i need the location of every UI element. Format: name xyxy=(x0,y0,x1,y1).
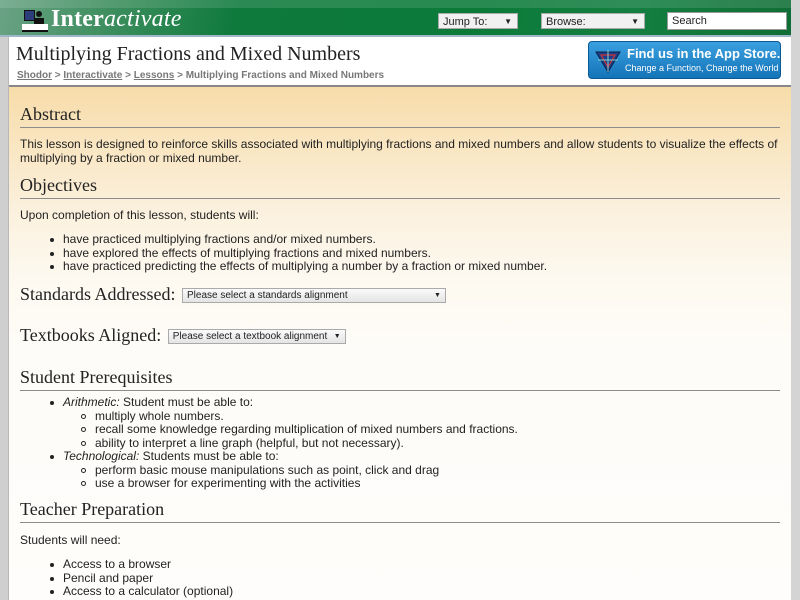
page-title: Multiplying Fractions and Mixed Numbers xyxy=(16,43,361,65)
sub-list-item: use a browser for experimenting with the activities xyxy=(20,477,518,491)
textbooks-row xyxy=(20,325,346,346)
search-input[interactable]: Search xyxy=(667,12,787,30)
prerequisites-heading: Student Prerequisites xyxy=(20,367,780,391)
logo-text: Interactivate xyxy=(51,6,182,32)
dropdown-arrow-icon: ▼ xyxy=(434,292,441,300)
list-item: Access to a browser xyxy=(20,558,233,572)
teacher-prep-heading: Teacher Preparation xyxy=(20,499,780,523)
textbooks-label: Textbooks Aligned: xyxy=(20,325,162,345)
prerequisites-list xyxy=(20,396,518,491)
sub-list-item: ability to interpret a line graph (helpful, but not necessary). xyxy=(20,437,518,451)
interactivate-logo[interactable] xyxy=(22,6,182,33)
dropdown-arrow-icon: ▼ xyxy=(504,17,512,26)
dropdown-arrow-icon: ▼ xyxy=(631,17,639,26)
objectives-intro: Upon completion of this lesson, students will: xyxy=(20,208,259,222)
breadcrumb: Shodor > Interactivate > Lessons > Multiplying Fractions and Mixed Numbers xyxy=(17,70,385,81)
breadcrumb-current: Multiplying Fractions and Mixed Numbers xyxy=(185,70,385,81)
sub-list-item: recall some knowledge regarding multiplication of mixed numbers and fractions. xyxy=(20,423,518,437)
sub-list-item: perform basic mouse manipulations such as point, click and drag xyxy=(20,464,518,478)
breadcrumb-lessons[interactable]: Lessons xyxy=(133,70,175,81)
standards-select[interactable]: Please select a standards alignment ▼ xyxy=(182,288,446,303)
abstract-heading: Abstract xyxy=(20,104,780,128)
shodor-emblem-icon xyxy=(595,48,621,74)
list-item: Access to a calculator (optional) xyxy=(20,585,233,599)
standards-row xyxy=(20,284,446,305)
breadcrumb-shodor[interactable]: Shodor xyxy=(17,70,52,81)
standards-label: Standards Addressed: xyxy=(20,284,176,304)
objectives-heading: Objectives xyxy=(20,175,780,199)
app-store-line1: Find us in the App Store. xyxy=(627,46,781,61)
reader-computer-icon xyxy=(22,9,48,31)
teacher-prep-intro: Students will need: xyxy=(20,533,121,547)
teacher-prep-list xyxy=(20,558,233,599)
objectives-list xyxy=(20,233,547,274)
lesson-content xyxy=(9,87,791,600)
page-header xyxy=(9,37,791,85)
list-item: have practiced predicting the effects of multiplying a number by a fraction or mixed number. xyxy=(20,260,547,274)
top-navigation-bar xyxy=(0,0,791,37)
abstract-text: This lesson is designed to reinforce skills associated with multiplying fractions and mixed numbers and allow students to visualize the effects of multiplying by a fraction or mixed number. xyxy=(20,137,778,165)
left-margin xyxy=(0,0,9,600)
browse-select[interactable]: Browse: ▼ xyxy=(541,13,645,29)
textbooks-select[interactable]: Please select a textbook alignment ▼ xyxy=(168,329,346,344)
app-store-banner[interactable] xyxy=(588,41,781,79)
dropdown-arrow-icon: ▼ xyxy=(333,333,341,341)
list-item: Technological: Students must be able to: xyxy=(20,450,518,464)
list-item: have practiced multiplying fractions and/or mixed numbers. xyxy=(20,233,547,247)
app-store-line2: Change a Function, Change the World xyxy=(625,63,779,73)
list-item: Arithmetic: Student must be able to: xyxy=(20,396,518,410)
breadcrumb-interactivate[interactable]: Interactivate xyxy=(63,70,123,81)
list-item: Pencil and paper xyxy=(20,572,233,586)
jump-to-select[interactable]: Jump To: ▼ xyxy=(438,13,518,29)
sub-list-item: multiply whole numbers. xyxy=(20,410,518,424)
list-item: have explored the effects of multiplying fractions and mixed numbers. xyxy=(20,247,547,261)
